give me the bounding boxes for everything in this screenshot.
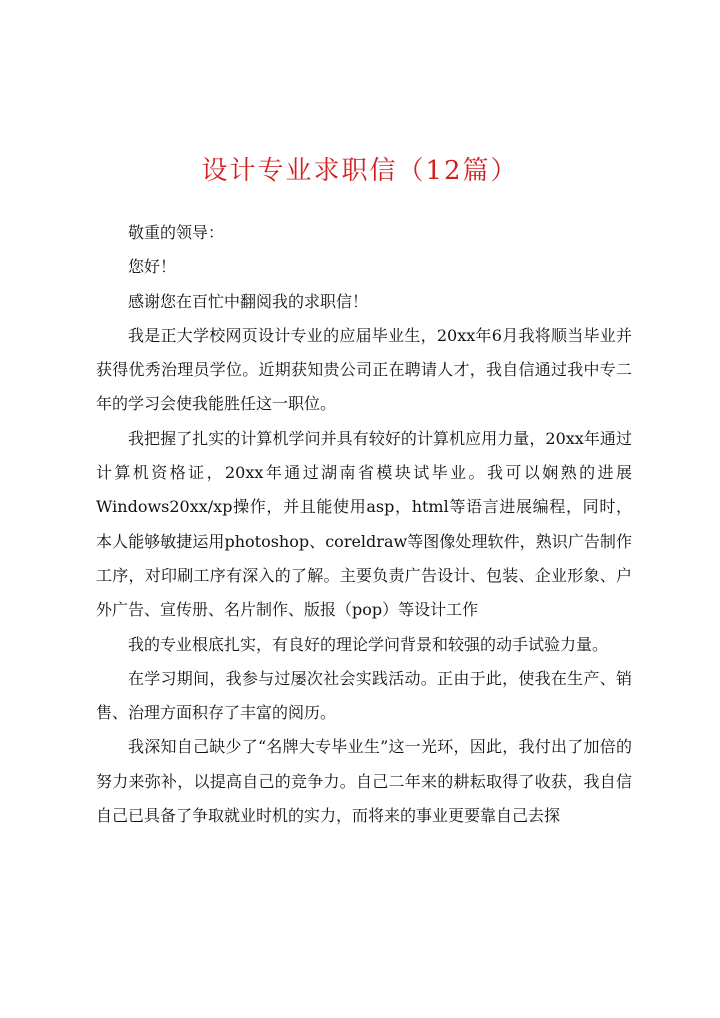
paragraph: 我把握了扎实的计算机学问并具有较好的计算机应用力量，20xx年通过计算机资格证，20xx年通过湖南省模块试毕业。我可以娴熟的进展Windows20xx/xp操作，并且能使用asp，html等语言进展编程，同时，本人能够敏捷运用photoshop、coreldraw等图像处理软件，熟识广告制作工序，对印刷工序有深入的了解。主要负责广告设计、包装、企业形象、户外广告、宣传册、名片制作、版报（pop）等设计工作 bbox=[96, 428, 632, 620]
letter-body bbox=[96, 216, 632, 833]
paragraph: 在学习期间，我参与过屡次社会实践活动。正由于此，使我在生产、销售、治理方面积存了丰富的阅历。 bbox=[96, 668, 632, 723]
document-title: 设计专业求职信（12篇） bbox=[201, 156, 519, 186]
paragraph: 感谢您在百忙中翻阅我的求职信！ bbox=[128, 291, 369, 311]
salutation: 敬重的领导： bbox=[128, 223, 225, 242]
paragraph: 我是正大学校网页设计专业的应届毕业生，20xx年6月我将顺当毕业并获得优秀治理员学位。近期获知贵公司正在聘请人才，我自信通过我中专二年的学习会使我能胜任这一职位。 bbox=[96, 325, 632, 414]
paragraph: 我深知自己缺少了“名牌大专毕业生”这一光环，因此，我付出了加倍的努力来弥补，以提高自己的竞争力。自己二年来的耕耘取得了收获，我自信自己已具备了争取就业时机的实力，而将来的事业更要靠自己去探 bbox=[96, 737, 632, 826]
greeting: 您好！ bbox=[128, 257, 177, 277]
paragraph: 我的专业根底扎实，有良好的理论学问背景和较强的动手试验力量。 bbox=[128, 634, 609, 654]
